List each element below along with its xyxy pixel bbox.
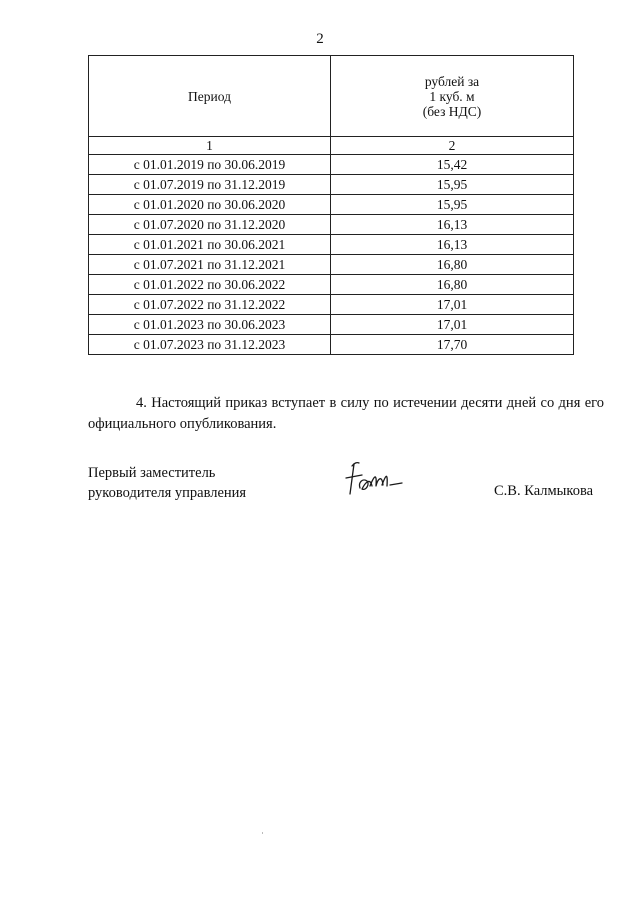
table-row bbox=[89, 235, 574, 255]
clause-4-paragraph: 4. Настоящий приказ вступает в силу по истечении десяти дней со дня его официального опубликования. bbox=[88, 395, 604, 432]
signatory-name: С.В. Калмыкова bbox=[494, 483, 594, 499]
period-cell: с 01.07.2019 по 31.12.2019 bbox=[89, 175, 331, 195]
tariff-table bbox=[88, 55, 574, 355]
signatory-title-line: Первый заместитель bbox=[88, 465, 216, 481]
period-cell: с 01.07.2020 по 31.12.2020 bbox=[89, 215, 331, 235]
price-cell: 15,95 bbox=[331, 175, 574, 195]
page-number: 2 bbox=[316, 31, 324, 47]
period-cell: с 01.01.2020 по 30.06.2020 bbox=[89, 195, 331, 215]
price-cell: 17,01 bbox=[331, 315, 574, 335]
price-cell: 15,42 bbox=[331, 155, 574, 175]
table-header-row bbox=[89, 56, 574, 137]
signatory-title bbox=[88, 463, 246, 503]
header-period: Период bbox=[89, 56, 331, 137]
table-row bbox=[89, 215, 574, 235]
column-number: 2 bbox=[331, 137, 574, 155]
price-cell: 16,13 bbox=[331, 215, 574, 235]
table-row bbox=[89, 295, 574, 315]
price-cell: 17,01 bbox=[331, 295, 574, 315]
table-row bbox=[89, 335, 574, 355]
table-row bbox=[89, 175, 574, 195]
period-cell: с 01.01.2021 по 30.06.2021 bbox=[89, 235, 331, 255]
table-row bbox=[89, 155, 574, 175]
period-cell: с 01.01.2022 по 30.06.2022 bbox=[89, 275, 331, 295]
column-number: 1 bbox=[89, 137, 331, 155]
price-cell: 15,95 bbox=[331, 195, 574, 215]
column-number-row bbox=[89, 137, 574, 155]
period-cell: с 01.01.2023 по 30.06.2023 bbox=[89, 315, 331, 335]
price-cell: 17,70 bbox=[331, 335, 574, 355]
table-row bbox=[89, 255, 574, 275]
period-cell: с 01.07.2022 по 31.12.2022 bbox=[89, 295, 331, 315]
handwritten-signature bbox=[340, 458, 420, 502]
table-row bbox=[89, 195, 574, 215]
header-price: рублей за 1 куб. м (без НДС) bbox=[331, 56, 574, 137]
table-row bbox=[89, 275, 574, 295]
price-cell: 16,13 bbox=[331, 235, 574, 255]
scan-speck bbox=[262, 832, 263, 834]
period-cell: с 01.01.2019 по 30.06.2019 bbox=[89, 155, 331, 175]
table-row bbox=[89, 315, 574, 335]
signatory-title-line: руководителя управления bbox=[88, 485, 247, 501]
price-cell: 16,80 bbox=[331, 255, 574, 275]
period-cell: с 01.07.2023 по 31.12.2023 bbox=[89, 335, 331, 355]
price-cell: 16,80 bbox=[331, 275, 574, 295]
period-cell: с 01.07.2021 по 31.12.2021 bbox=[89, 255, 331, 275]
